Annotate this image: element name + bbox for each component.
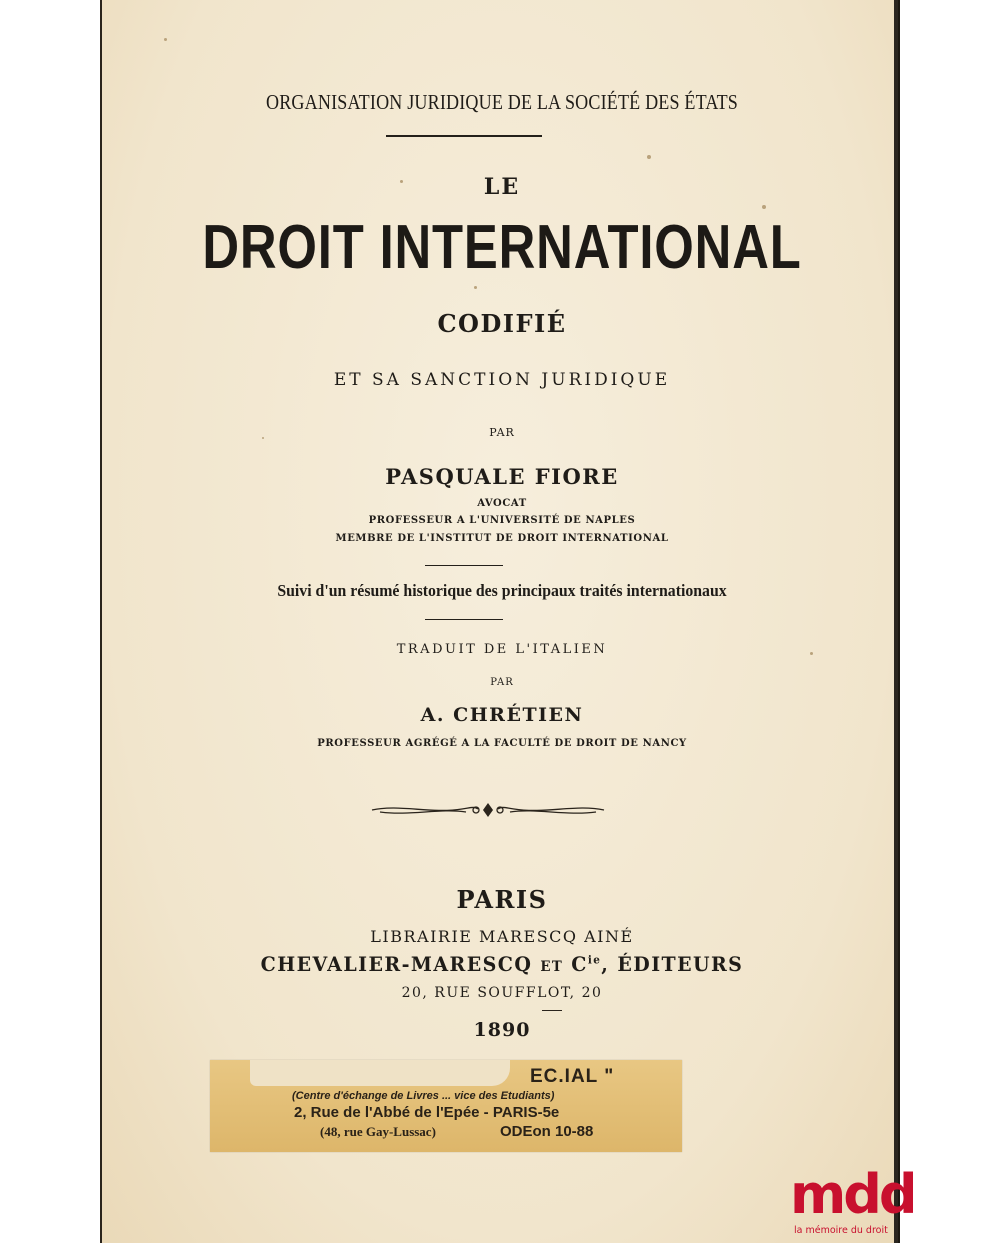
paper-speck: [164, 38, 167, 41]
publisher-cie: C: [571, 952, 588, 976]
publisher-address: 20, RUE SOUFFLOT, 20: [401, 985, 603, 1001]
sticker-line: (Centre d'échange de Livres ... vice des Etudiants): [292, 1090, 555, 1102]
series-title: ORGANISATION JURIDIQUE DE LA SOCIÉTÉ DES ÉTATS: [265, 90, 739, 114]
author-name: PASQUALE FIORE: [385, 464, 619, 489]
author-credential: MEMBRE DE L'INSTITUT DE DROIT INTERNATIONAL: [335, 533, 669, 544]
publisher-cie-sup: ie: [587, 953, 602, 967]
imprint-city: PARIS: [456, 885, 548, 914]
author-credential: PROFESSEUR A L'UNIVERSITÉ DE NAPLES: [368, 515, 636, 526]
logo-mark: mdd: [790, 1163, 915, 1226]
sticker-line: 2, Rue de l'Abbé de l'Epée - PARIS-5e: [294, 1104, 560, 1121]
scan-margin: [0, 0, 102, 1243]
title-article: LE: [483, 174, 521, 200]
translator-credential: PROFESSEUR AGRÉGÉ A LA FACULTÉ DE DROIT DE NANCY: [317, 738, 687, 749]
publication-year: 1890: [473, 1019, 531, 1041]
title-qualifier: CODIFIÉ: [437, 309, 567, 338]
supplement-note: Suivi d'un résumé historique des principaux traités internationaux: [277, 581, 727, 600]
translation-note: TRADUIT DE L'ITALIEN: [396, 642, 608, 657]
subtitle: ET SA SANCTION JURIDIQUE: [333, 370, 671, 390]
paper-speck: [762, 205, 766, 209]
paper-speck: [474, 286, 477, 289]
author-divider: [425, 565, 503, 566]
publisher: [122, 952, 882, 976]
publisher-name: CHEVALIER-MARESCQ: [260, 952, 533, 976]
sticker-phone: ODEon 10-88: [500, 1123, 594, 1140]
sticker-line: (48, rue Gay-Lussac): [320, 1124, 436, 1139]
supplement-divider: [425, 619, 503, 620]
main-title: DROIT INTERNATIONAL: [202, 213, 802, 282]
series-divider: [386, 135, 542, 137]
watermark-logo: [790, 1163, 915, 1243]
publisher-et: ET: [540, 959, 564, 975]
paper-speck: [647, 155, 651, 159]
translator-by: PAR: [490, 677, 514, 688]
sticker-torn-area: [250, 1060, 510, 1086]
author-credential: AVOCAT: [477, 498, 527, 509]
ornament-flourish-icon: [370, 798, 606, 822]
sticker-heading: EC.IAL ": [530, 1066, 615, 1087]
year-divider: [542, 1010, 562, 1011]
publisher-role: , ÉDITEURS: [601, 952, 744, 976]
bookseller: LIBRAIRIE MARESCQ AINÉ: [370, 927, 634, 946]
bookseller-sticker: [210, 1060, 682, 1152]
logo-tagline: la mémoire du droit: [794, 1225, 888, 1236]
translator-name: A. CHRÉTIEN: [420, 704, 584, 726]
author-by: PAR: [489, 426, 515, 439]
title-page: [100, 0, 900, 1243]
